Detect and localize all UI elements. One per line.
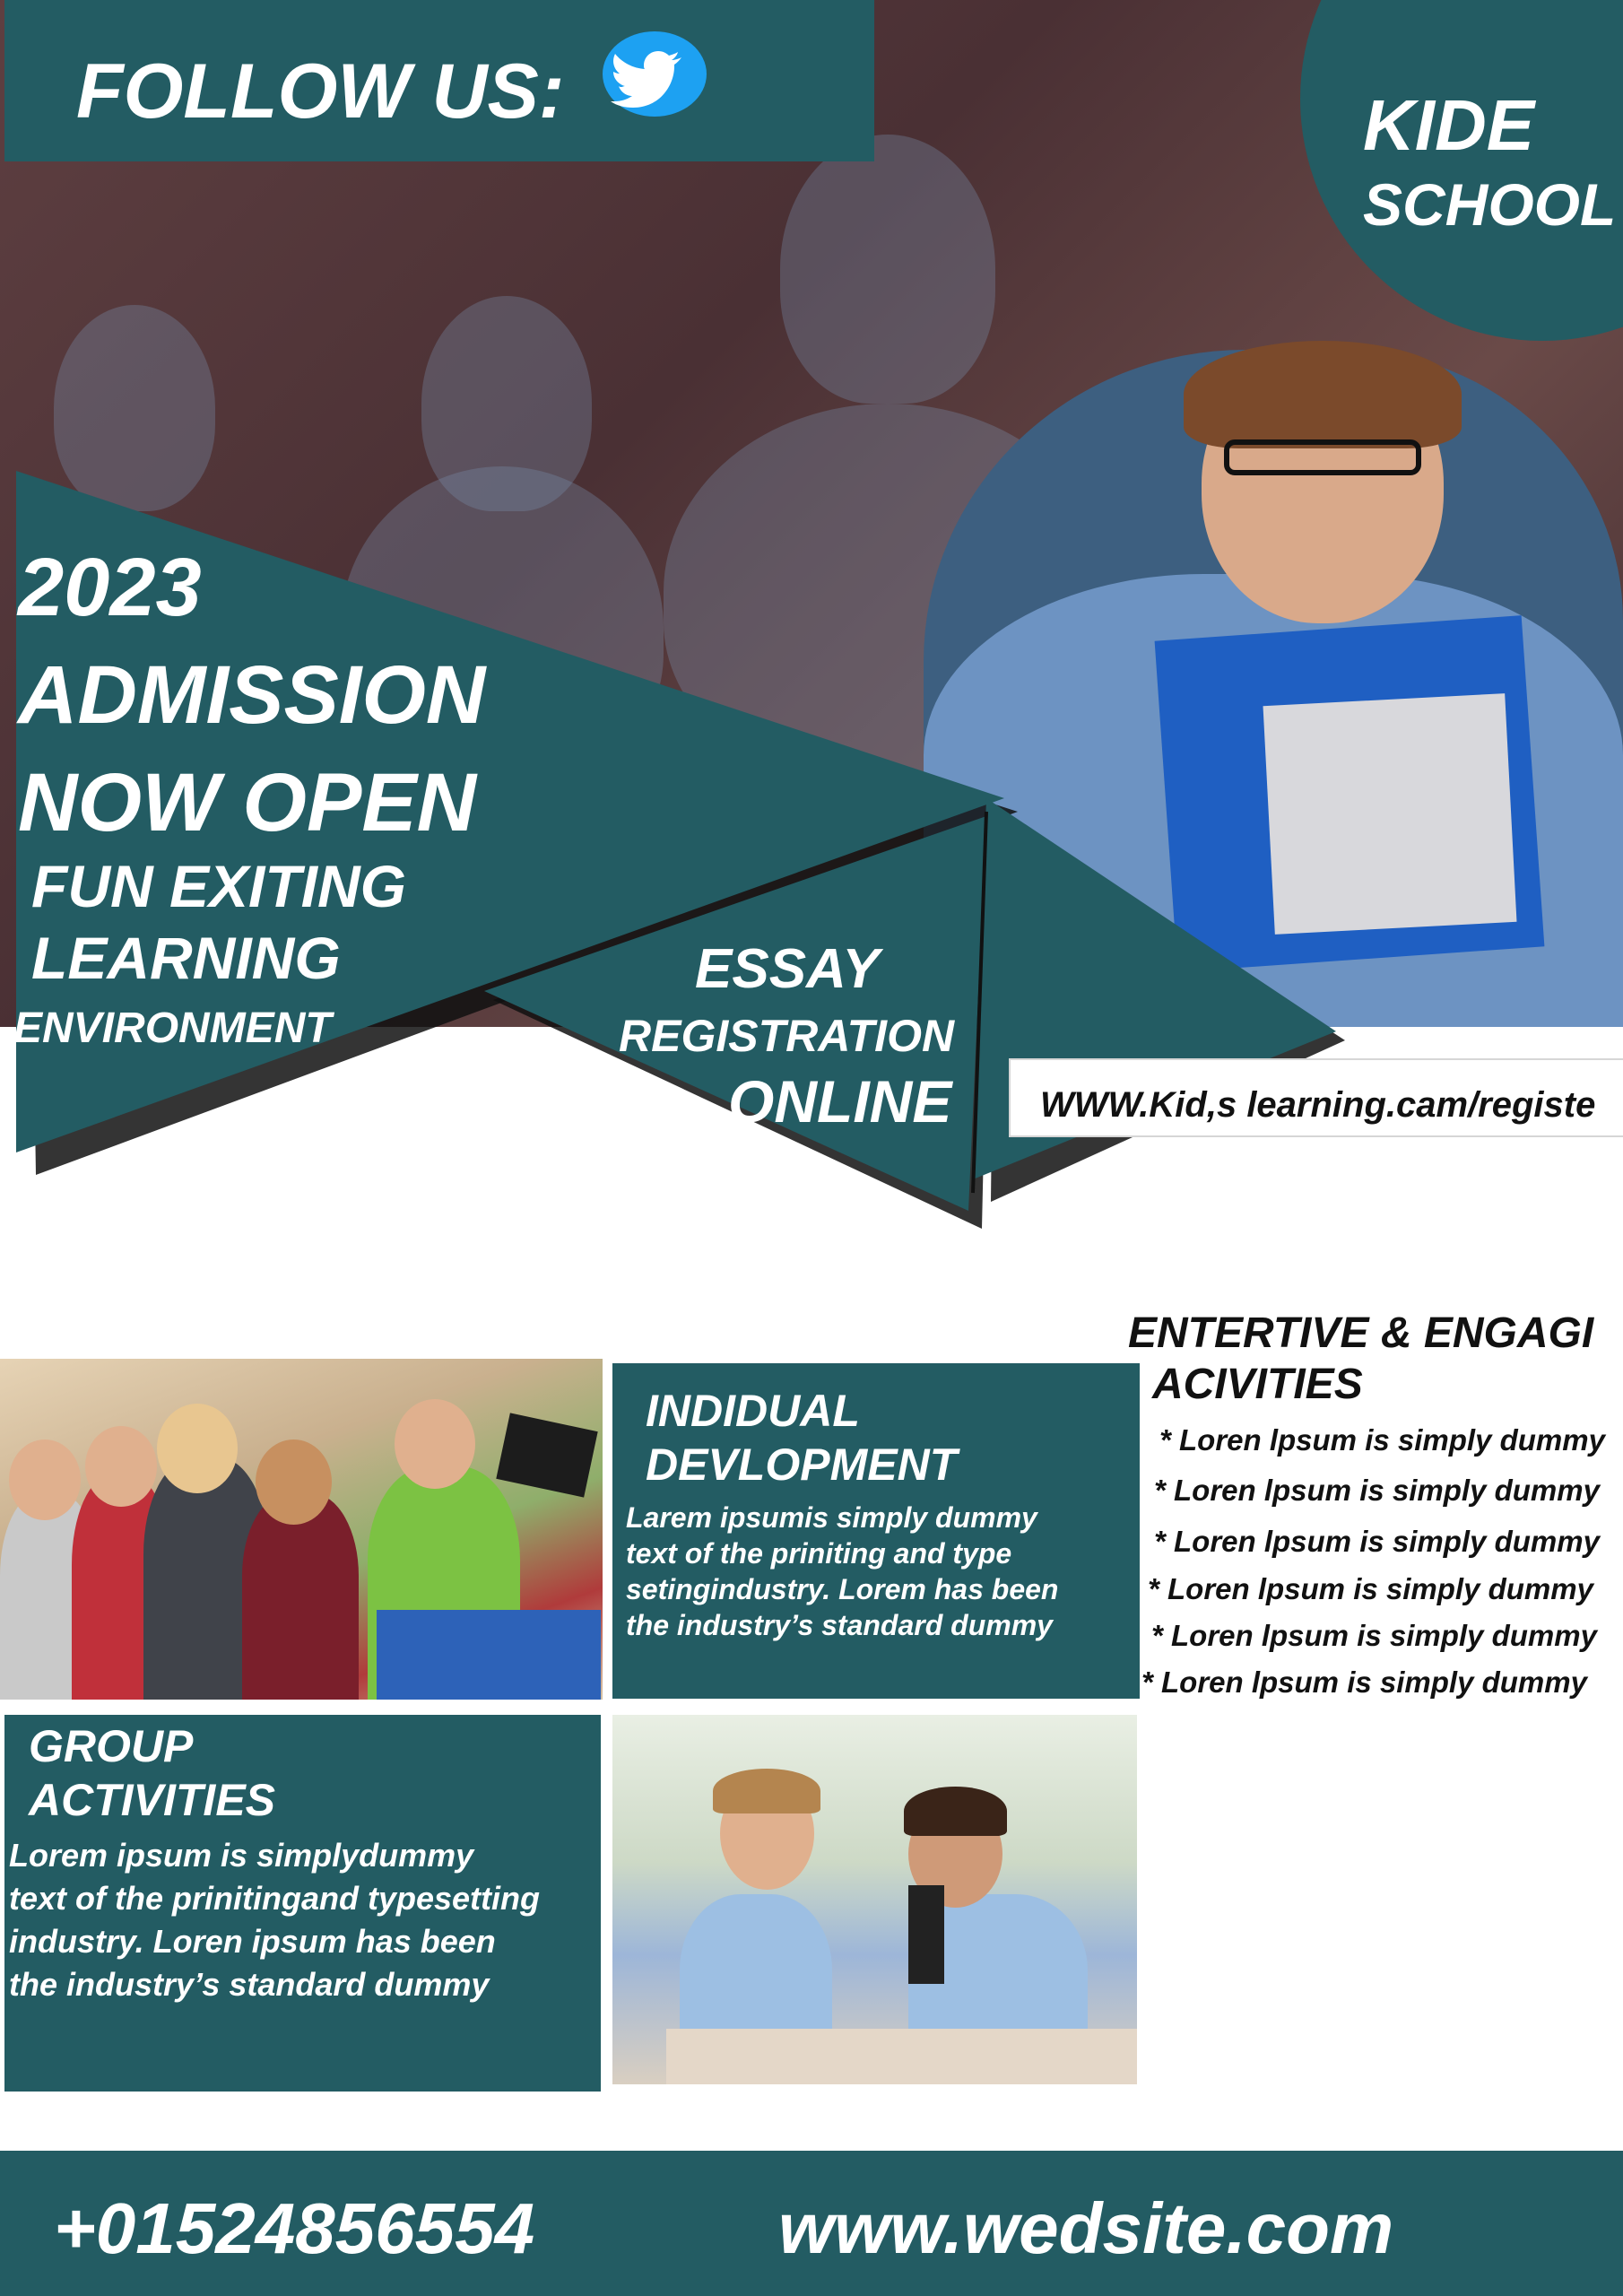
admission-headline: ADMISSION [18, 649, 486, 741]
activity-bullet: * Loren lpsum is simply dummy [1154, 1525, 1600, 1558]
activity-bullet: * Loren lpsum is simply dummy [1154, 1474, 1600, 1507]
online-text: ONLINE [728, 1068, 952, 1135]
learning-text: LEARNING [31, 925, 341, 991]
individual-title-line2: DEVLOPMENT [646, 1439, 958, 1490]
activities-title-line2: ACIVITIES [1152, 1361, 1363, 1408]
year-headline: 2023 [18, 542, 202, 633]
activity-bullet: * Loren lpsum is simply dummy [1159, 1423, 1605, 1457]
group-title-line1: GROUP [29, 1721, 194, 1771]
school-name-line1: KIDE [1363, 85, 1535, 165]
activity-bullet: * Loren lpsum is simply dummy [1151, 1619, 1597, 1652]
group-description: Lorem ipsum is simplydummy text of the prinitingand typesetting industry. Loren ipsum has been the industry’s standard dummy [9, 1837, 540, 2003]
individual-title-line1: INDIDUAL [646, 1386, 860, 1436]
individual-description: Larem ipsumis simply dummy text of the priniting and type setingindustry. Lorem has been the industry’s standard dummy [626, 1501, 1059, 1641]
kids-tablet-photo [0, 1359, 603, 1700]
activities-title-line1: ENTERTIVE & ENGAGI [1128, 1309, 1594, 1357]
registration-url[interactable]: WWW.Kid,s learning.cam/registe [1040, 1085, 1596, 1125]
fun-exiting-text: FUN EXITING [31, 853, 407, 919]
registration-text: REGISTRATION [619, 1011, 955, 1061]
microscope-photo [612, 1715, 1137, 2084]
school-name-line2: SCHOOL [1363, 171, 1617, 238]
activity-bullet: * Loren lpsum is simply dummy [1141, 1665, 1587, 1699]
activity-bullet: * Loren lpsum is simply dummy [1148, 1572, 1593, 1605]
essay-text: ESSAY [695, 938, 880, 1000]
environment-text: ENVIRONMENT [13, 1004, 332, 1052]
now-open-headline: NOW OPEN [18, 757, 477, 848]
group-title-line2: ACTIVITIES [29, 1775, 276, 1825]
phone-number[interactable]: +01524856554 [54, 2188, 535, 2268]
website-link[interactable]: www.wedsite.com [778, 2188, 1394, 2268]
follow-us-label: FOLLOW US: [76, 48, 565, 135]
